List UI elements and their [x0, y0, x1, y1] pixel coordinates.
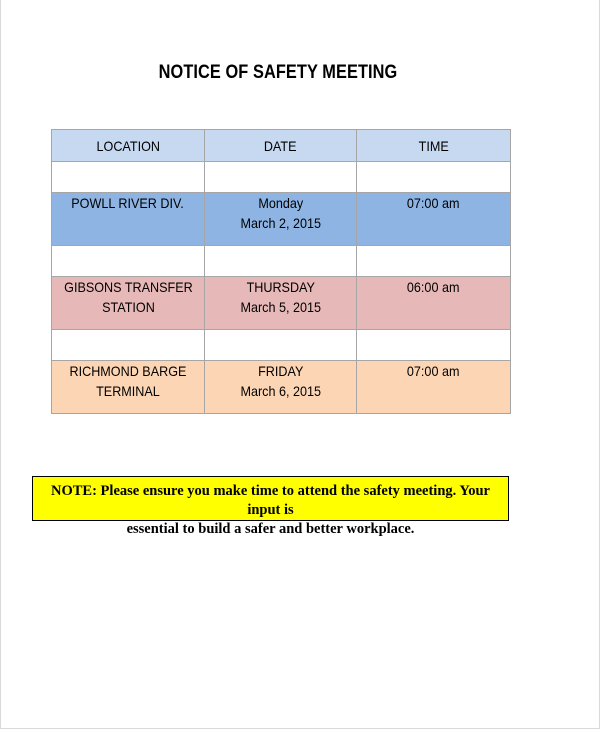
page-title: NOTICE OF SAFETY MEETING: [158, 62, 398, 83]
table-row: [52, 193, 511, 246]
table-header-row: [52, 130, 511, 162]
time-cell: 07:00 am: [357, 361, 511, 414]
date-cell: Monday March 2, 2015: [205, 193, 357, 246]
notice-line-2: essential to build a safer and better workplace.: [126, 521, 415, 537]
spacer-row: [52, 162, 511, 193]
time-cell: 07:00 am: [357, 193, 511, 246]
time-cell: 06:00 am: [357, 277, 511, 330]
location-cell: GIBSONS TRANSFER STATION: [52, 277, 205, 330]
header-date: DATE: [205, 130, 357, 162]
spacer-row: [52, 330, 511, 361]
header-time: TIME: [357, 130, 511, 162]
safety-notice-box: [32, 476, 509, 537]
location-cell: RICHMOND BARGE TERMINAL: [52, 361, 205, 414]
header-location: LOCATION: [52, 130, 205, 162]
table-row: [52, 277, 511, 330]
table-row: [52, 361, 511, 414]
meeting-schedule-table: [51, 129, 511, 414]
spacer-row: [52, 246, 511, 277]
date-cell: FRIDAY March 6, 2015: [205, 361, 357, 414]
location-cell: POWLL RIVER DIV.: [52, 193, 205, 246]
date-cell: THURSDAY March 5, 2015: [205, 277, 357, 330]
notice-line-1: NOTE: Please ensure you make time to attend the safety meeting. Your input is: [51, 483, 490, 518]
